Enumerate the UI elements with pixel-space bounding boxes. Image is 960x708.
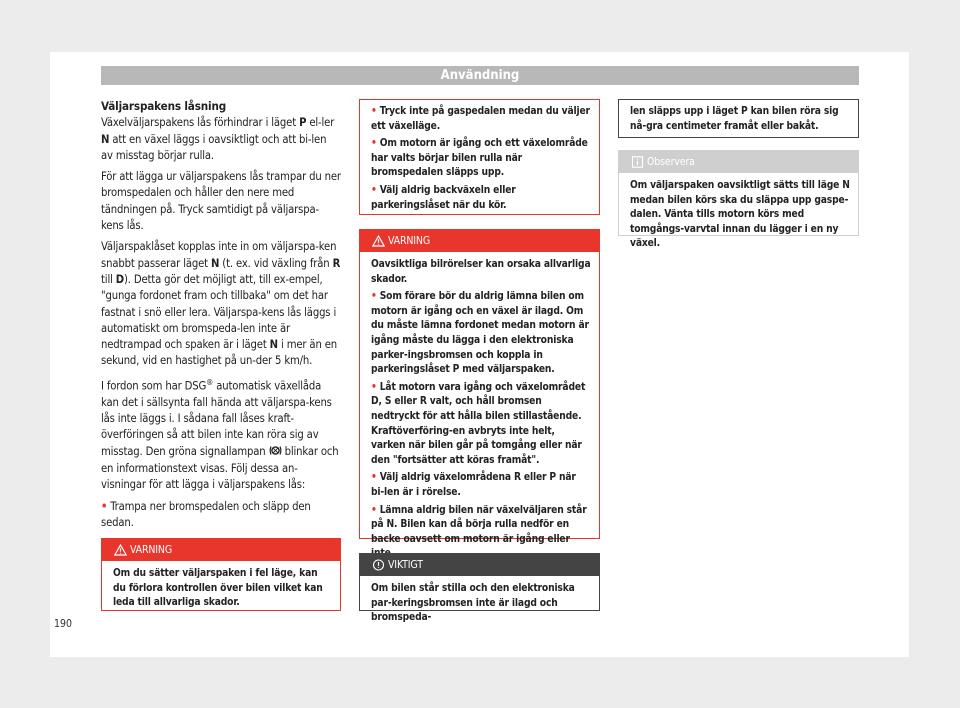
registered-mark: ® <box>206 377 214 387</box>
gear-label: N <box>210 256 220 270</box>
warning-header <box>360 230 599 252</box>
text: till <box>101 272 116 286</box>
bullet-icon: • <box>371 106 377 117</box>
important-box <box>359 553 600 624</box>
warning-intro: Oavsiktliga bilrörelser kan orsaka allvarliga skador. <box>371 259 591 285</box>
note-header <box>619 151 858 173</box>
bullet-item <box>371 137 591 181</box>
exclamation-circle-icon <box>372 559 385 571</box>
bullet-icon: • <box>371 184 377 196</box>
important-text: Om bilen står stilla och den elektroniska par-keringsbromsen inte är ilagd och bromspeda- <box>371 583 575 624</box>
text: Låt motorn vara igång och växelområdet D, S eller R valt, och håll bromsen nedtryckt för att hålla bilen stillastående. Kraftöverföring-en avbryts inte helt, varken när bilen går på tomgång eller när den "fortsätter att köras framåt". <box>371 381 586 466</box>
column-1 <box>101 98 341 536</box>
text: Trampa ner bromspedalen och släpp den sedan. <box>101 499 311 529</box>
warning-header <box>102 539 340 561</box>
section-title: Väljarspakens låsning <box>101 99 227 113</box>
section-header: Användning <box>101 66 859 85</box>
warning-box-continued <box>359 99 600 215</box>
paragraph-2: För att lägga ur väljarspakens lås trampar du ner bromspedalen och håller den nere med tändningen på. Tryck samtidigt på väljarspa-kens lås. <box>101 170 341 233</box>
note-label: Observera <box>647 156 695 168</box>
bullet-item <box>371 381 591 469</box>
text: Välj aldrig växelområdena R eller P när bi-len är i rörelse. <box>371 472 576 498</box>
text: Växelväljarspakens lås förhindrar i läget <box>101 116 300 130</box>
warning-text: Om du sätter väljarspaken i fel läge, kan du förlora kontrollen över bilen vilket kan leda till allvarliga skador. <box>113 568 323 609</box>
text: I fordon som har DSG <box>101 379 207 393</box>
info-icon <box>631 156 644 168</box>
important-label: VIKTIGT <box>388 559 423 571</box>
important-text: len släpps upp i läget P kan bilen röra sig nå-gra centimeter framåt eller bakåt. <box>630 106 839 132</box>
warning-triangle-icon <box>114 544 127 556</box>
text: blinkar och en informationstext visas. Följ dessa an-visningar för att lägga i väljarspakens lås: <box>101 444 339 492</box>
text: Som förare bör du aldrig lämna bilen om motorn är igång och en växel är ilagd. Om du måste lämna fordonet medan motorn är igång måste du lägga i den elektroniska parker-ingsbromsen och koppla in parkeringslåset P med väljarspaken. <box>371 291 589 376</box>
text: i mer än en sekund, vid en hastighet på un-der 5 km/h. <box>101 338 337 368</box>
note-box <box>618 150 859 250</box>
bullet-item <box>371 290 591 378</box>
warning-label: VARNING <box>130 544 172 556</box>
bullet-item <box>371 105 591 134</box>
warning-box-2 <box>359 229 600 545</box>
bullet-icon: • <box>371 138 377 150</box>
paragraph-3 <box>101 239 341 369</box>
warning-box-1 <box>101 538 341 611</box>
text: Väljarspaklåset kopplas inte in om väljarspa-ken snabbt passerar läget <box>101 240 337 270</box>
text: automatisk växellåda kan det i sällsynta fall hända att väljarspa-kens lås inte läggs i. I sådana fall låses kraft-överföringen så att bilen inte kan röra sig av misstag. Den gröna signallampan <box>101 379 332 458</box>
gear-label: R <box>332 256 341 270</box>
note-text: Om väljarspaken oavsiktligt sätts till läge N medan bilen körs ska du släppa upp gaspe-dalen. Vänta tills motorn körs med tomgångs-varvtal innan du lägger i en ny växel. <box>630 180 850 250</box>
text: Om motorn är igång och ett växelområde har valts börjar bilen rulla när bromspedalen släpps upp. <box>371 138 588 179</box>
text: att en växel läggs i oavsiktligt och att bi-len av misstag börjar rulla. <box>101 132 327 162</box>
text: Tryck inte på gaspedalen medan du väljer ett växelläge. <box>371 106 590 132</box>
bullet-icon: • <box>371 291 377 303</box>
warning-triangle-icon <box>372 235 385 247</box>
bullet-item <box>371 184 591 213</box>
important-header <box>360 554 599 576</box>
bullet-icon: • <box>371 472 377 484</box>
text: el-ler <box>306 116 335 130</box>
gear-label: P <box>299 116 307 130</box>
text: Välj aldrig backväxeln eller parkeringslåset när du kör. <box>371 184 516 211</box>
bullet-item <box>371 471 591 500</box>
paragraph-4 <box>101 375 341 494</box>
gear-label: N <box>269 338 278 352</box>
text: ). Detta gör det möjligt att, till ex-empel, "gunga fordonet fram och tillbaka" om det har fastnat i snö eller lera. Väljarspa-kens lås läggs i automatiskt om bromspeda-len inte är nedtrampad och spaken är i läget <box>101 272 337 352</box>
page-number: 190 <box>54 618 73 630</box>
bullet-item <box>101 499 341 532</box>
bullet-icon: • <box>371 504 377 516</box>
warning-label: VARNING <box>388 235 430 247</box>
paragraph-1 <box>101 115 341 164</box>
gear-label: D <box>115 272 124 286</box>
text: Lämna aldrig bilen när växelväljaren står på N. Bilen kan då börja rulla nedför en backe oavsett om motorn är igång eller <box>371 504 587 545</box>
bullet-icon: • <box>371 381 377 393</box>
bullet-icon: • <box>101 499 108 513</box>
gear-label: N <box>101 132 110 146</box>
brake-lamp-icon <box>269 445 282 461</box>
text: (t. ex. vid växling från <box>219 256 333 270</box>
important-box-continued <box>618 99 859 138</box>
